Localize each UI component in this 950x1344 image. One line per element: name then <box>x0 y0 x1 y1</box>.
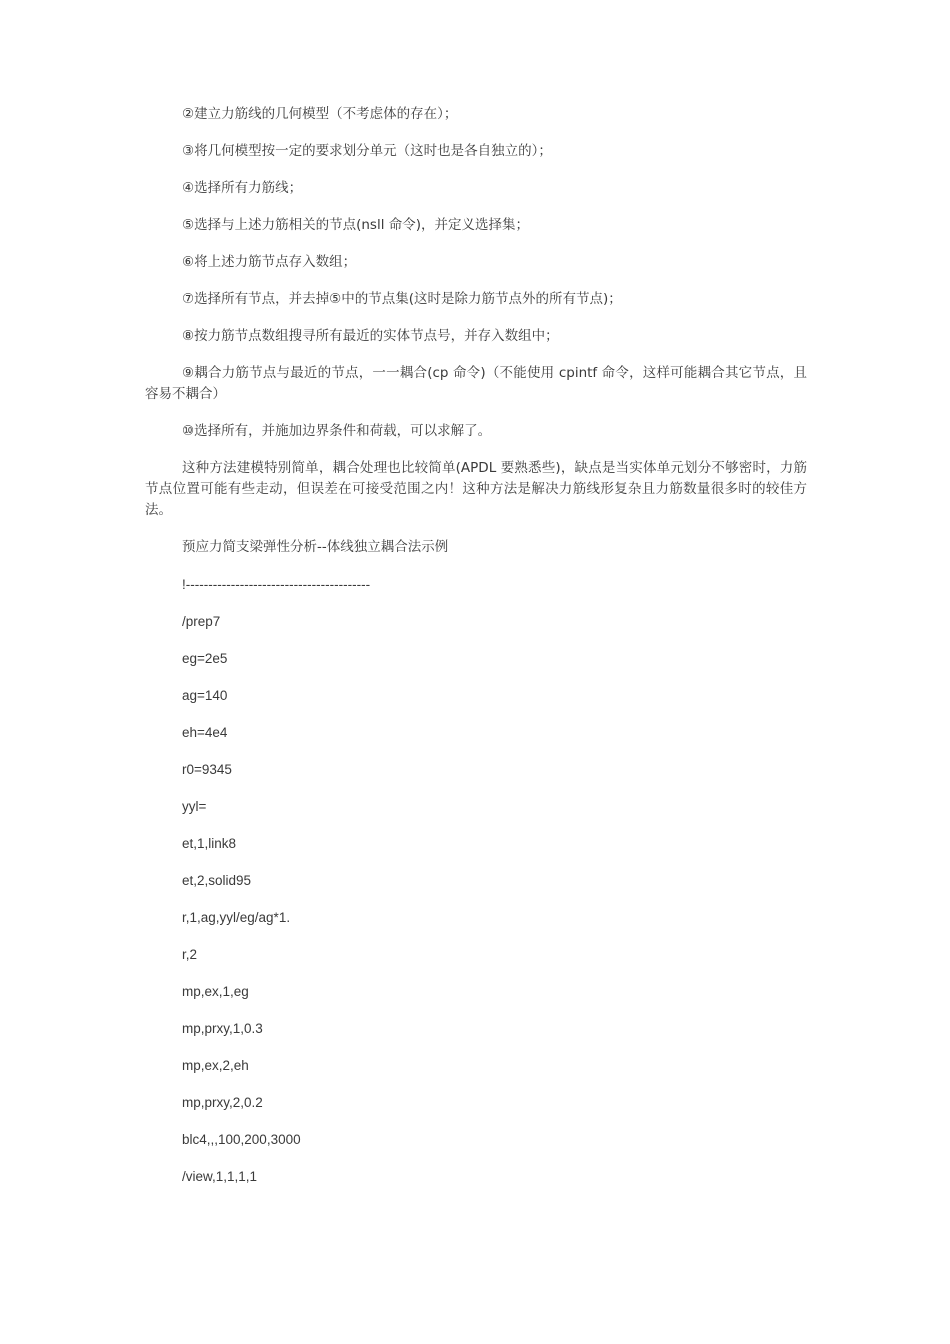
code-listing <box>145 574 807 1187</box>
code-line: !----------------------------------------- <box>182 577 371 592</box>
code-line: yyl= <box>182 799 207 814</box>
summary-paragraph: 这种方法建模特别简单，耦合处理也比较简单(APDL 要熟悉些)，缺点是当实体单元划分不够密时，力筋节点位置可能有些走动，但误差在可接受范围之内！这种方法是解决力筋线形复杂且力筋数量很多时的较佳方法。 <box>145 460 807 518</box>
step-7: ⑦选择所有节点，并去掉⑤中的节点集(这时是除力筋节点外的所有节点)； <box>182 291 622 307</box>
code-line: ag=140 <box>182 688 228 703</box>
step-8: ⑧按力筋节点数组搜寻所有最近的实体节点号，并存入数组中； <box>182 328 559 344</box>
code-line: /prep7 <box>182 614 221 629</box>
step-10: ⑩选择所有，并施加边界条件和荷载，可以求解了。 <box>182 423 492 439</box>
code-line: /view,1,1,1,1 <box>182 1169 258 1184</box>
step-9: ⑨耦合力筋节点与最近的节点，一一耦合(cp 命令)（不能使用 cpintf 命令，这样可能耦合其它节点，且容易不耦合） <box>145 365 807 402</box>
code-line: mp,prxy,2,0.2 <box>182 1095 263 1110</box>
code-line: mp,prxy,1,0.3 <box>182 1021 263 1036</box>
code-line: mp,ex,2,eh <box>182 1058 249 1073</box>
step-4: ④选择所有力筋线； <box>182 180 303 196</box>
step-2: ②建立力筋线的几何模型（不考虑体的存在）； <box>182 106 458 122</box>
code-line: et,2,solid95 <box>182 873 252 888</box>
code-line: r0=9345 <box>182 762 232 777</box>
example-title: 预应力简支梁弹性分析--体线独立耦合法示例 <box>182 539 449 555</box>
code-line: et,1,link8 <box>182 836 237 851</box>
code-line: eh=4e4 <box>182 725 228 740</box>
step-6: ⑥将上述力筋节点存入数组； <box>182 254 357 270</box>
step-5: ⑤选择与上述力筋相关的节点(nsll 命令)，并定义选择集； <box>182 217 530 233</box>
code-line: blc4,,,100,200,3000 <box>182 1132 301 1147</box>
code-line: mp,ex,1,eg <box>182 984 249 999</box>
document-body <box>145 104 807 1203</box>
step-3: ③将几何模型按一定的要求划分单元（这时也是各自独立的）； <box>182 143 552 159</box>
code-line: eg=2e5 <box>182 651 228 666</box>
code-line: r,2 <box>182 947 198 962</box>
code-line: r,1,ag,yyl/eg/ag*1. <box>182 910 291 925</box>
